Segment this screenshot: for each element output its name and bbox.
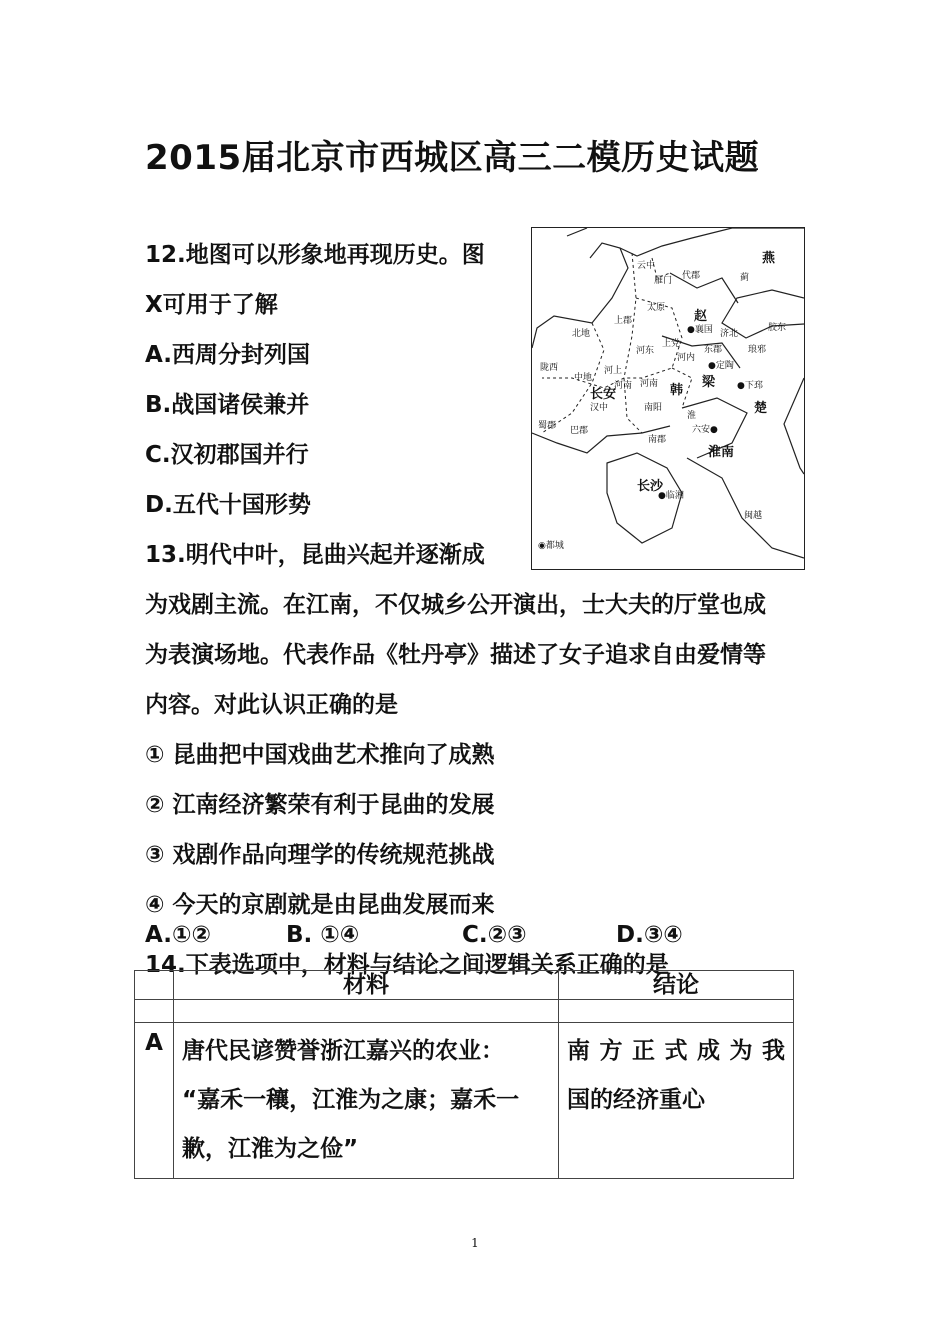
map-label-zhongdi: 中地 [574, 373, 593, 383]
row-a-material [174, 1023, 559, 1179]
map-label-shu: 蜀郡 [538, 421, 557, 431]
q13-answer-c: C.②③ [462, 922, 527, 948]
map-label-changsha: 长沙 [637, 479, 664, 494]
map-label-yunzhong: 云中 [637, 261, 656, 271]
material-line3: 歉，江淮为之俭” [182, 1136, 359, 1162]
map-label-huai: 淮 [687, 411, 697, 421]
table-blank-row [135, 1000, 794, 1023]
q13-answer-b: B. ①④ [286, 922, 360, 948]
map-label-longxi: 陇西 [540, 363, 559, 373]
map-label-dai: 代郡 [682, 271, 701, 281]
material-line1: 唐代民谚赞誉浙江嘉兴的农业： [182, 1038, 504, 1064]
border-minyue [687, 458, 804, 558]
q12-stem-line2: X可用于了解 [145, 292, 278, 318]
map-label-changan: 长安 [590, 387, 617, 402]
q12-option-b: B.战国诸侯兼并 [145, 392, 310, 418]
blank-cell-1 [135, 1000, 174, 1023]
q13-stem-line1: 13.明代中叶，昆曲兴起并逐渐成 [145, 542, 485, 568]
row-a-conclusion [559, 1023, 794, 1179]
map-label-yan: 燕 [762, 251, 776, 266]
map-label-ji: 蓟 [740, 273, 750, 283]
q12-stem-line1: 12.地图可以形象地再现历史。图 [145, 242, 485, 268]
map-label-henei: 河内 [677, 353, 696, 363]
map-label-dingtao: ●定陶 [708, 361, 734, 371]
blank-cell-3 [559, 1000, 794, 1023]
map-label-yanmen: 雁门 [654, 276, 673, 286]
q13-statement-1: ① 昆曲把中国戏曲艺术推向了成熟 [145, 742, 495, 768]
map-label-zhao: 赵 [694, 309, 708, 324]
blank-cell-2 [174, 1000, 559, 1023]
q12-option-d: D.五代十国形势 [145, 492, 311, 518]
map-label-chu: 楚 [754, 401, 768, 416]
map-label-shangdang: 上党 [662, 339, 681, 349]
map-label-jibei: 济北 [720, 329, 739, 339]
map-figure [532, 228, 804, 569]
q13-stem-line2: 为戏剧主流。在江南，不仅城乡公开演出，士大夫的厅堂也成 [145, 592, 766, 618]
conclusion-line1: 南方正式成为我 [567, 1038, 785, 1064]
material-line2: “嘉禾一穰，江淮为之康；嘉禾一 [182, 1087, 520, 1113]
map-legend: ◉都城 [538, 541, 564, 551]
map-label-nanyang: 南阳 [644, 403, 663, 413]
map-label-han: 韩 [670, 383, 684, 398]
map-label-taiyuan: 太原 [647, 303, 666, 313]
map-label-ba: 巴郡 [570, 426, 589, 436]
row-a-label: A [135, 1023, 174, 1179]
border-top [567, 228, 587, 236]
coast-east [784, 378, 804, 474]
page-title: 2015届北京市西城区高三二模历史试题 [145, 138, 760, 178]
table-header-row [135, 971, 794, 1000]
map-label-huainan: 淮南 [708, 445, 735, 460]
table-row [135, 1023, 794, 1179]
q12-option-c: C.汉初郡国并行 [145, 442, 309, 468]
header-material: 材料 [174, 971, 559, 1000]
header-conclusion: 结论 [559, 971, 794, 1000]
q13-statement-2: ② 江南经济繁荣有利于昆曲的发展 [145, 792, 495, 818]
map-label-dongjun: 东郡 [704, 345, 723, 355]
map-label-liang: 梁 [702, 375, 716, 390]
q13-statement-4: ④ 今天的京剧就是由昆曲发展而来 [145, 892, 495, 918]
map-label-beidi: 北地 [572, 329, 591, 339]
q14-stem: 14.下表选项中，材料与结论之间逻辑关系正确的是 [145, 952, 669, 978]
map-label-heshang: 河上 [604, 366, 623, 376]
map-label-xiapi: ●下邳 [737, 381, 763, 391]
page-number: 1 [471, 1236, 479, 1250]
map-label-henan-2: 河南 [640, 379, 659, 389]
border-zhao [670, 273, 738, 303]
q12-option-a: A.西周分封列国 [145, 342, 310, 368]
q13-answer-a: A.①② [145, 922, 211, 948]
map-label-hedong: 河东 [636, 346, 655, 356]
q14-table [134, 970, 794, 1179]
map-label-shangjun: 上郡 [614, 316, 633, 326]
map-label-henan-1: 河南 [614, 381, 633, 391]
conclusion-line2: 国的经济重心 [567, 1087, 705, 1113]
q13-stem-line4: 内容。对此认识正确的是 [145, 692, 398, 718]
header-blank-cell [135, 971, 174, 1000]
q13-stem-line3: 为表演场地。代表作品《牡丹亭》描述了女子追求自由爱情等 [145, 642, 766, 668]
q13-answer-d: D.③④ [616, 922, 683, 948]
map-label-hanzhong: 汉中 [590, 403, 609, 413]
historical-map [531, 227, 805, 570]
map-label-minyue: 闽越 [744, 511, 763, 521]
map-label-luan: 六安● [692, 425, 718, 435]
map-label-nanjun: 南郡 [648, 435, 667, 445]
map-label-xiangguo: ●襄国 [687, 325, 713, 335]
map-label-linxiang: ●临湘 [658, 491, 684, 501]
map-label-jiaodong: 胶东 [768, 323, 787, 333]
coast-north [620, 228, 804, 256]
map-label-langya: 琅邪 [748, 345, 767, 355]
q13-statement-3: ③ 戏剧作品向理学的传统规范挑战 [145, 842, 495, 868]
